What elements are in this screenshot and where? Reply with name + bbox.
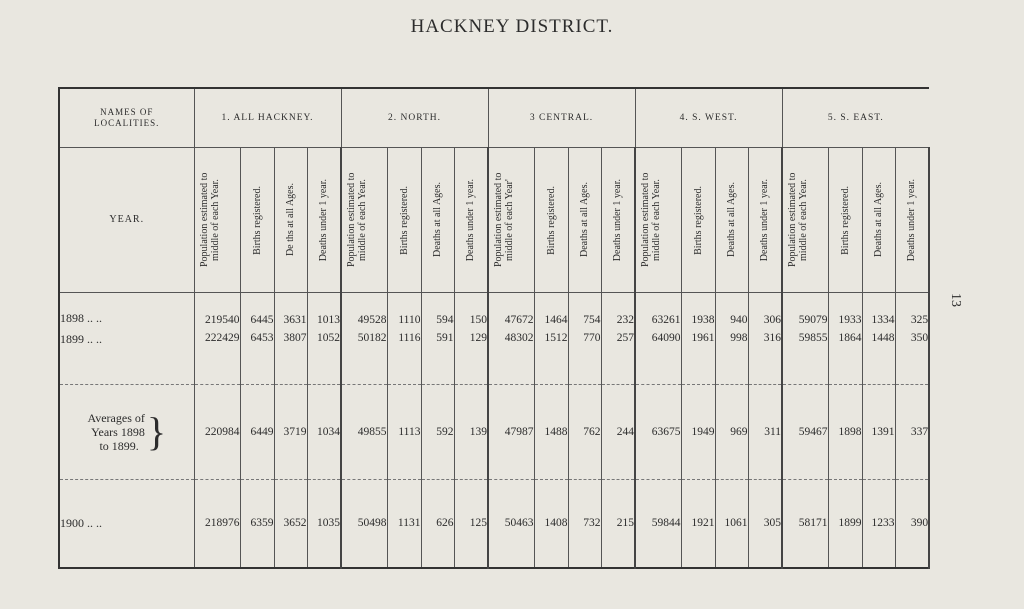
table-cell: 219540 [194, 292, 240, 328]
subheader-label: Population estimated to middle of each Year' [493, 172, 516, 268]
page-number: 13 [948, 293, 963, 307]
table-cell: 3652 [274, 479, 307, 568]
subheader-label: Deaths at all Ages. [579, 182, 591, 258]
subheader-g1-c1 [194, 148, 240, 292]
table-cell: 64090 [635, 328, 681, 385]
group-header-row [59, 88, 929, 148]
table-cell: 47987 [488, 385, 534, 480]
subheader-label: Births registered. [545, 185, 557, 255]
table-cell: 1110 [387, 292, 421, 328]
row-label-averages [59, 385, 194, 480]
brace-icon: } [146, 408, 167, 454]
table-cell: 350 [895, 328, 929, 385]
table-cell: 940 [715, 292, 748, 328]
table-cell: 1938 [681, 292, 715, 328]
subheader-label: Population estimated to middle of each Year. [640, 172, 663, 268]
table-cell: 754 [568, 292, 601, 328]
table-cell: 1052 [307, 328, 341, 385]
subheader-label: Deaths under 1 year. [318, 178, 330, 262]
table-row-1900 [59, 479, 929, 568]
table-cell: 1898 [828, 385, 862, 480]
table-cell: 592 [421, 385, 454, 480]
table-cell: 1899 [828, 479, 862, 568]
table-cell: 59855 [782, 328, 828, 385]
subheader-g3-c3 [568, 148, 601, 292]
table-cell: 1334 [862, 292, 895, 328]
table-cell: 257 [601, 328, 635, 385]
group-header-s-east: 5. S. EAST. [782, 88, 929, 148]
subheader-g4-c3 [715, 148, 748, 292]
table-cell: 49528 [341, 292, 387, 328]
table-cell: 1961 [681, 328, 715, 385]
subheader-label: Population estimated to middle of each Year. [787, 172, 810, 268]
table-cell: 305 [748, 479, 782, 568]
table-cell: 1949 [681, 385, 715, 480]
table-cell: 1035 [307, 479, 341, 568]
table-cell: 316 [748, 328, 782, 385]
table-cell: 3807 [274, 328, 307, 385]
table-cell: 306 [748, 292, 782, 328]
table-cell: 232 [601, 292, 635, 328]
group-header-all-hackney: 1. ALL HACKNEY. [194, 88, 341, 148]
table-cell: 129 [454, 328, 488, 385]
table-cell: 125 [454, 479, 488, 568]
table-row-1899 [59, 328, 929, 385]
subheader-g3-c1 [488, 148, 534, 292]
table-cell: 311 [748, 385, 782, 480]
table-cell: 1464 [534, 292, 568, 328]
table-cell: 594 [421, 292, 454, 328]
table-cell: 3719 [274, 385, 307, 480]
table-cell: 59844 [635, 479, 681, 568]
table-cell: 390 [895, 479, 929, 568]
subheader-g2-c3 [421, 148, 454, 292]
subheader-label: Population estimated to middle of each Year. [346, 172, 369, 268]
table-cell: 1448 [862, 328, 895, 385]
names-of-localities-header: NAMES OF LOCALITIES. [59, 88, 194, 148]
table-cell: 222429 [194, 328, 240, 385]
table-cell: 1864 [828, 328, 862, 385]
table-cell: 998 [715, 328, 748, 385]
table-cell: 50498 [341, 479, 387, 568]
subheader-g1-c2 [240, 148, 274, 292]
table-cell: 1113 [387, 385, 421, 480]
subheader-g4-c2 [681, 148, 715, 292]
subheader-label: Births registered. [251, 185, 263, 255]
table-cell: 770 [568, 328, 601, 385]
table-cell: 732 [568, 479, 601, 568]
subheader-g5-c4 [895, 148, 929, 292]
table-cell: 591 [421, 328, 454, 385]
table-cell: 1921 [681, 479, 715, 568]
subheader-g2-c2 [387, 148, 421, 292]
avg-label-line2: Years 1898 [91, 424, 145, 439]
table-cell: 1488 [534, 385, 568, 480]
subheader-g3-c2 [534, 148, 568, 292]
table-cell: 218976 [194, 479, 240, 568]
table-cell: 1408 [534, 479, 568, 568]
table-cell: 49855 [341, 385, 387, 480]
table-cell: 59467 [782, 385, 828, 480]
table-cell: 6359 [240, 479, 274, 568]
subheader-label: Deaths at all Ages. [432, 182, 443, 258]
subheader-label: De ths at all Ages. [285, 183, 296, 257]
subheader-g1-c3 [274, 148, 307, 292]
table-cell: 969 [715, 385, 748, 480]
page-title: HACKNEY DISTRICT. [410, 16, 614, 37]
table-cell: 63675 [635, 385, 681, 480]
table-cell: 1391 [862, 385, 895, 480]
subheader-g4-c4 [748, 148, 782, 292]
subheader-g5-c1 [782, 148, 828, 292]
subheader-g4-c1 [635, 148, 681, 292]
table-cell: 337 [895, 385, 929, 480]
subheader-label: Population estimated to middle of each Year. [199, 172, 221, 268]
table-cell: 325 [895, 292, 929, 328]
table-cell: 50182 [341, 328, 387, 385]
subheader-g1-c4 [307, 148, 341, 292]
subheader-label: Births registered. [692, 185, 704, 255]
table-cell: 1061 [715, 479, 748, 568]
subheader-label: Births registered. [398, 185, 410, 255]
subheader-label: Deaths at all Ages. [873, 182, 885, 258]
subheader-g5-c3 [862, 148, 895, 292]
table-cell: 6449 [240, 385, 274, 480]
table-row-1898 [59, 292, 929, 328]
table-cell: 1116 [387, 328, 421, 385]
group-header-central: 3 CENTRAL. [488, 88, 635, 148]
subheader-label: Deaths at all Ages. [726, 182, 738, 258]
table-cell: 59079 [782, 292, 828, 328]
year-header: YEAR. [59, 148, 194, 292]
subheader-label: Deaths under 1 year. [906, 178, 918, 262]
subheader-label: Deaths under 1 year. [465, 178, 477, 262]
table-cell: 215 [601, 479, 635, 568]
subheader-g2-c4 [454, 148, 488, 292]
mortality-table [58, 87, 930, 569]
table-cell: 1013 [307, 292, 341, 328]
row-label: 1900 .. .. [59, 479, 194, 568]
table-cell: 626 [421, 479, 454, 568]
table-cell: 1233 [862, 479, 895, 568]
subheader-g5-c2 [828, 148, 862, 292]
table-cell: 58171 [782, 479, 828, 568]
table-cell: 1933 [828, 292, 862, 328]
group-header-s-west: 4. S. WEST. [635, 88, 782, 148]
table-cell: 48302 [488, 328, 534, 385]
table-cell: 63261 [635, 292, 681, 328]
table-cell: 3631 [274, 292, 307, 328]
row-label: 1898 .. .. [59, 292, 194, 328]
table-cell: 150 [454, 292, 488, 328]
table-cell: 6453 [240, 328, 274, 385]
subheader-label: Births registered. [839, 185, 851, 255]
table-cell: 244 [601, 385, 635, 480]
subheader-label: Deaths under 1 year. [612, 178, 624, 262]
table-cell: 220984 [194, 385, 240, 480]
subheader-g2-c1 [341, 148, 387, 292]
subheader-label: Deaths under 1 year. [759, 178, 771, 262]
table-row-averages [59, 385, 929, 480]
table-cell: 139 [454, 385, 488, 480]
subheader-row [59, 148, 929, 292]
subheader-g3-c4 [601, 148, 635, 292]
avg-label-line3: to 1899. [99, 438, 139, 453]
table-cell: 6445 [240, 292, 274, 328]
table-cell: 762 [568, 385, 601, 480]
table-cell: 50463 [488, 479, 534, 568]
table-cell: 1512 [534, 328, 568, 385]
group-header-north: 2. NORTH. [341, 88, 488, 148]
table-cell: 1131 [387, 479, 421, 568]
row-label: 1899 .. .. [59, 328, 194, 385]
table-cell: 47672 [488, 292, 534, 328]
table-cell: 1034 [307, 385, 341, 480]
avg-label-line1: Averages of [87, 410, 145, 425]
